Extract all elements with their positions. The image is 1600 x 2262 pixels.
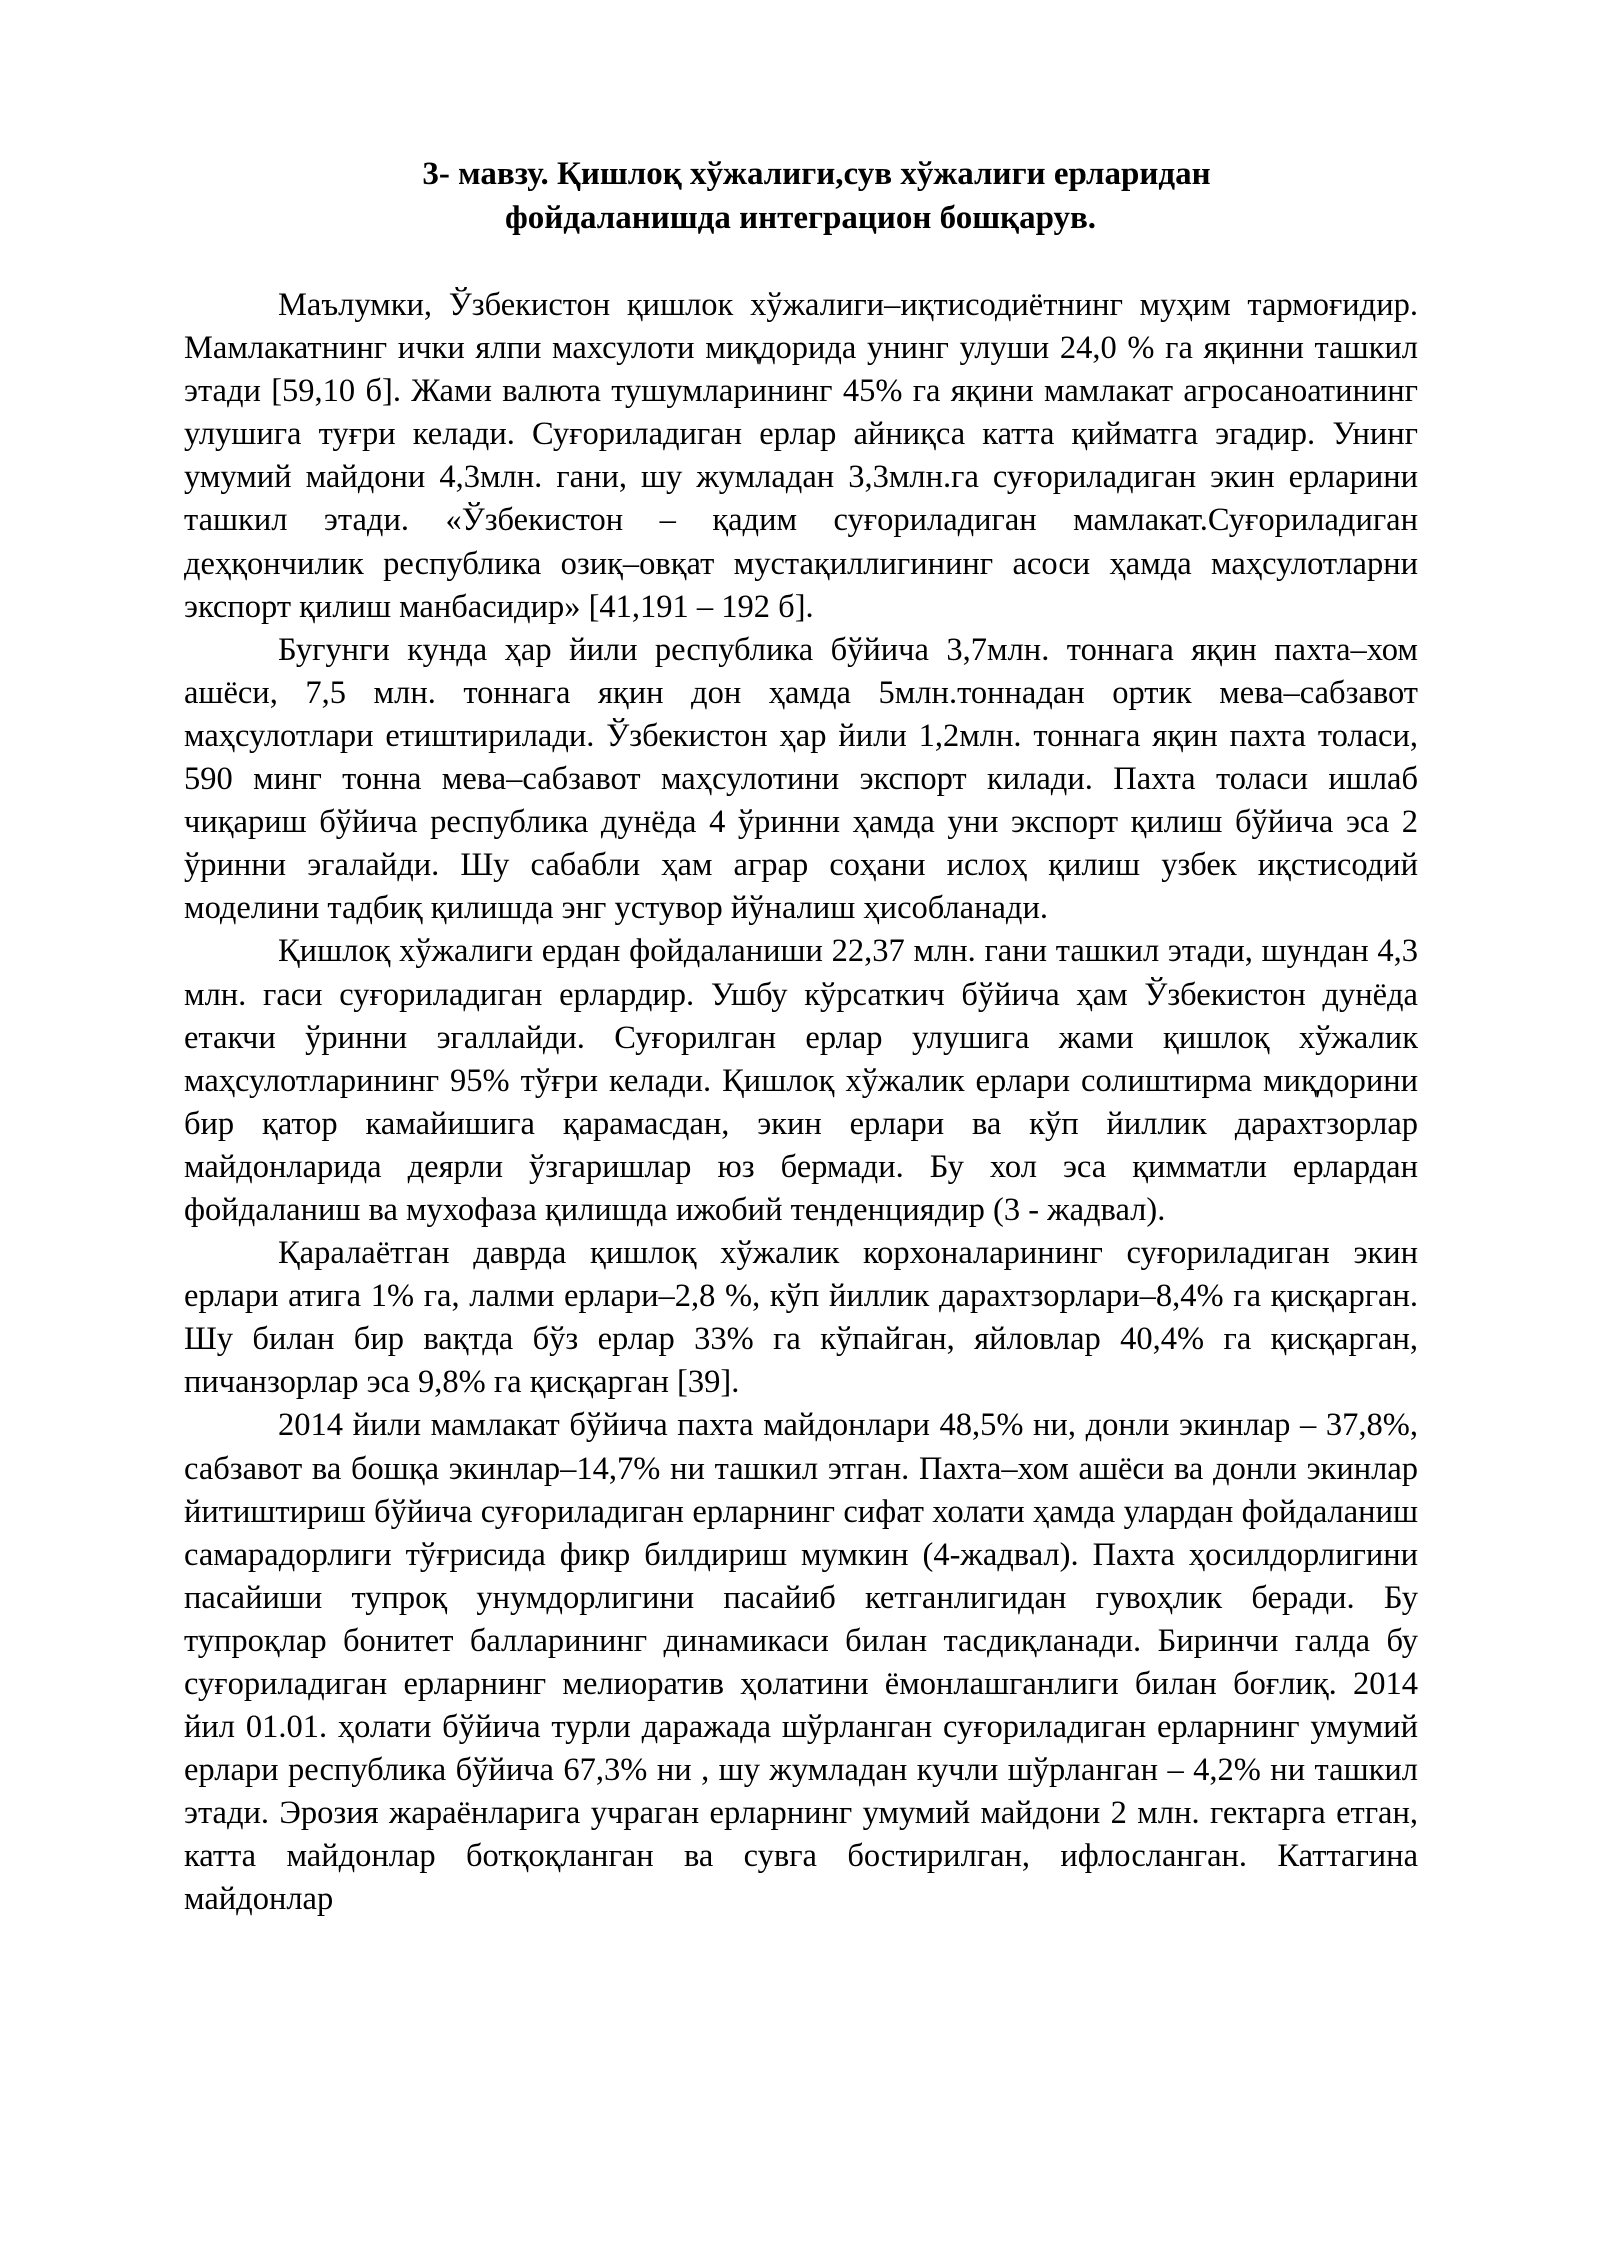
paragraph-4: Қаралаётган даврда қишлоқ хўжалик корхоналарининг суғориладиган экин ерлари атига 1% га, лалми ерлари–2,8 %, кўп йиллик дарахтзорлари–8,4% га қисқарган. Шу билан бир вақтда бўз ерлар 33% га кўпайган, яйловлар 40,4% га қисқарган, пичанзорлар эса 9,8% га қисқарган [39]. bbox=[184, 1235, 1418, 1401]
document-title bbox=[184, 152, 1417, 240]
title-line-1: 3- мавзу. Қишлоқ хўжалиги,сув хўжалиги ерларидан bbox=[422, 156, 1211, 192]
document-body bbox=[184, 284, 1418, 1922]
paragraph-3: Қишлоқ хўжалиги ердан фойдаланиши 22,37 млн. гани ташкил этади, шундан 4,3 млн. гаси суғориладиган ерлардир. Ушбу кўрсаткич бўйича ҳам Ўзбекистон дунёда етакчи ўринни эгаллайди. Суғорилган ерлар улушига жами қишлоқ хўжалик маҳсулотларининг 95% тўғри келади. Қишлоқ хўжалик ерлари солиштирма миқдорини бир қатор камайишига қарамасдан, экин ерлари ва кўп йиллик дарахтзорлар майдонларида деярли ўзгаришлар юз бермади. Бу хол эса қимматли ерлардан фойдаланиш ва мухофаза қилишда ижобий тенденциядир (3 - жадвал). bbox=[184, 933, 1418, 1228]
paragraph-1: Маълумки, Ўзбекистон қишлок хўжалиги–иқтисодиётнинг муҳим тармоғидир. Мамлакатнинг ички ялпи махсулоти миқдорида унинг улуши 24,0 % га яқинни ташкил этади [59,10 б]. Жами валюта тушумларининг 45% га яқини мамлакат агросаноатининг улушига туғри келади. Суғориладиган ерлар айниқса катта қийматга эгадир. Унинг умумий майдони 4,3млн. гани, шу жумладан 3,3млн.га суғориладиган экин ерларини ташкил этади. «Ўзбекистон – қадим суғориладиган мамлакат.Суғориладиган деҳқончилик республика озиқ–овқат мустақиллигининг асоси ҳамда маҳсулотларни экспорт қилиш манбасидир» [41,191 – 192 б]. bbox=[184, 287, 1418, 625]
paragraph-5: 2014 йили мамлакат бўйича пахта майдонлари 48,5% ни, донли экинлар – 37,8%, сабзавот ва бошқа экинлар–14,7% ни ташкил этган. Пахта–хом ашёси ва донли экинлар йитиштириш бўйича суғориладиган ерларнинг сифат холати ҳамда улардан фойдаланиш самарадорлиги тўғрисида фикр билдириш мумкин (4-жадвал). Пахта ҳосилдорлигини пасайиши тупроқ унумдорлигини пасайиб кетганлигидан гувоҳлик беради. Бу тупроқлар бонитет балларининг динамикаси билан тасдиқланади. Биринчи галда бу суғориладиган ерларнинг мелиоратив ҳолатини ёмонлашганлиги билан боғлиқ. 2014 йил 01.01. ҳолати бўйича турли даражада шўрланган суғориладиган ерларнинг умумий ерлари республика бўйича 67,3% ни , шу жумладан кучли шўрланган – 4,2% ни ташкил этади. Эрозия жараёнларига учраган ерларнинг умумий майдони 2 млн. гектарга етган, катта майдонлар ботқоқланган ва сувга бостирилган, ифлосланган. Каттагина майдонлар bbox=[184, 1407, 1418, 1918]
paragraph-2: Бугунги кунда ҳар йили республика бўйича 3,7млн. тоннага яқин пахта–хом ашёси, 7,5 млн. тоннага яқин дон ҳамда 5млн.тоннадан ортик мева–сабзавот маҳсулотлари етиштирилади. Ўзбекистон ҳар йили 1,2млн. тоннага яқин пахта толаси, 590 минг тонна мева–сабзавот маҳсулотини экспорт килади. Пахта толаси ишлаб чиқариш бўйича республика дунёда 4 ўринни ҳамда уни экспорт қилиш бўйича эса 2 ўринни эгалайди. Шу сабабли ҳам аграр соҳани ислоҳ қилиш узбек иқстисодий моделини тадбиқ қилишда энг устувор йўналиш ҳисобланади. bbox=[184, 631, 1418, 927]
title-line-2: фойдаланишда интеграцион бошқарув. bbox=[504, 200, 1097, 236]
